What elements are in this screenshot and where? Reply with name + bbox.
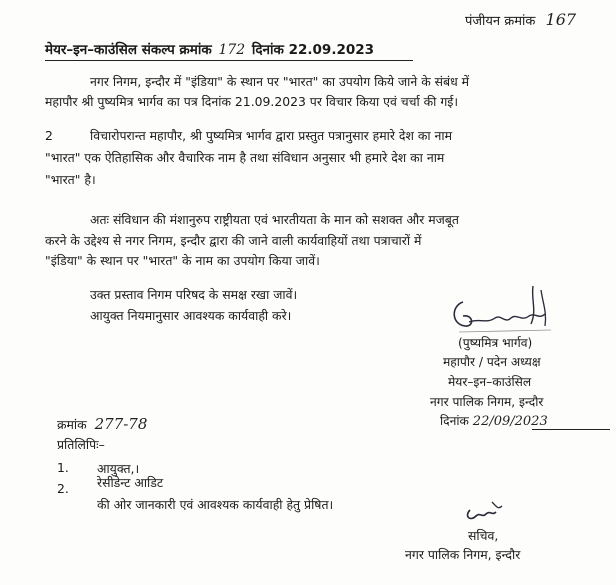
dispatch-number-line [57, 415, 147, 433]
paragraph-1-line-1: नगर निगम, इन्दौर में "इंडिया" के स्थान पर "भारत" का उपयोग किये जाने के संबंध में [90, 74, 470, 89]
paragraph-1-line-2: महापौर श्री पुष्यमित्र भार्गव का पत्र दिनांक 21.09.2023 पर विचार किया एवं चर्चा की गई। [45, 94, 459, 109]
mayor-office: नगर पालिक निगम, इन्दौर [430, 395, 544, 409]
mayor-date-underline [532, 429, 610, 430]
resolution-title [45, 40, 374, 58]
copy-item-2-number: 2. [57, 481, 69, 496]
mayor-date-line [440, 412, 548, 429]
resolution-number: 172 [218, 42, 246, 58]
paragraph-4-line-2: आयुक्त नियमानुसार आवश्यक कार्यवाही करे। [90, 308, 292, 323]
title-underline [45, 60, 413, 61]
paragraph-2-line-2: "भारत" एक ऐतिहासिक और वैचारिक नाम है तथा संविधान अनुसार भी हमारे देश का नाम [45, 150, 445, 165]
copy-item-1-text: आयुक्त,। [97, 461, 140, 476]
secretary-signature [462, 496, 512, 526]
copy-item-1-number: 1. [57, 460, 69, 475]
paragraph-2-number: 2 [45, 128, 53, 143]
registration-value: 167 [545, 10, 577, 29]
dispatch-number: 277-78 [94, 415, 148, 433]
registration-number [465, 10, 576, 29]
mayor-signature [445, 280, 560, 340]
paragraph-2-line-1: विचारोपरान्त महापौर, श्री पुष्यमित्र भार्गव द्वारा प्रस्तुत पत्रानुसार हमारे देश का नाम [90, 128, 452, 143]
resolution-date-label: दिनांक [251, 42, 284, 58]
secretary-office: नगर पालिक निगम, इन्दौर [405, 547, 521, 562]
forward-text: की ओर जानकारी एवं आवश्यक कार्यवाही हेतु प्रेषित। [97, 497, 334, 512]
resolution-date: 22.09.2023 [288, 42, 375, 58]
paragraph-2-line-3: "भारत" है। [45, 172, 96, 187]
mayor-date-label: दिनांक [440, 414, 469, 428]
mayor-date: 22/09/2023 [472, 414, 548, 429]
paragraph-4-line-1: उक्त प्रस्ताव निगम परिषद के समक्ष रखा जावें। [90, 287, 298, 302]
mayor-name: (पुष्यमित्र भार्गव) [458, 336, 533, 350]
mayor-body: मेयर–इन–काउंसिल [448, 375, 532, 389]
paragraph-3-line-2: करने के उद्देश्य से नगर निगम, इन्दौर द्वारा की जाने वाली कार्यवाहियों तथा पत्राचारों में [45, 233, 422, 248]
dispatch-number-label: क्रमांक [57, 417, 87, 432]
mayor-designation: महापौर / पदेन अध्यक्ष [443, 355, 541, 369]
copy-item-2-text: रेसीडेन्ट आडिट [97, 475, 164, 490]
paragraph-3-line-3: "इंडिया" के स्थान पर "भारत" के नाम का उपयोग किया जावें। [45, 253, 320, 268]
paragraph-3-line-1: अतः संविधान की मंशानुरुप राष्ट्रीयता एवं भारतीयता के मान को सशक्त और मजबूत [90, 212, 459, 227]
secretary-title: सचिव, [468, 528, 499, 543]
copy-to-label: प्रतिलिपिः– [57, 437, 105, 452]
registration-label: पंजीयन क्रमांक [465, 14, 536, 29]
resolution-title-prefix: मेयर–इन–काउंसिल संकल्प क्रमांक [45, 42, 212, 58]
